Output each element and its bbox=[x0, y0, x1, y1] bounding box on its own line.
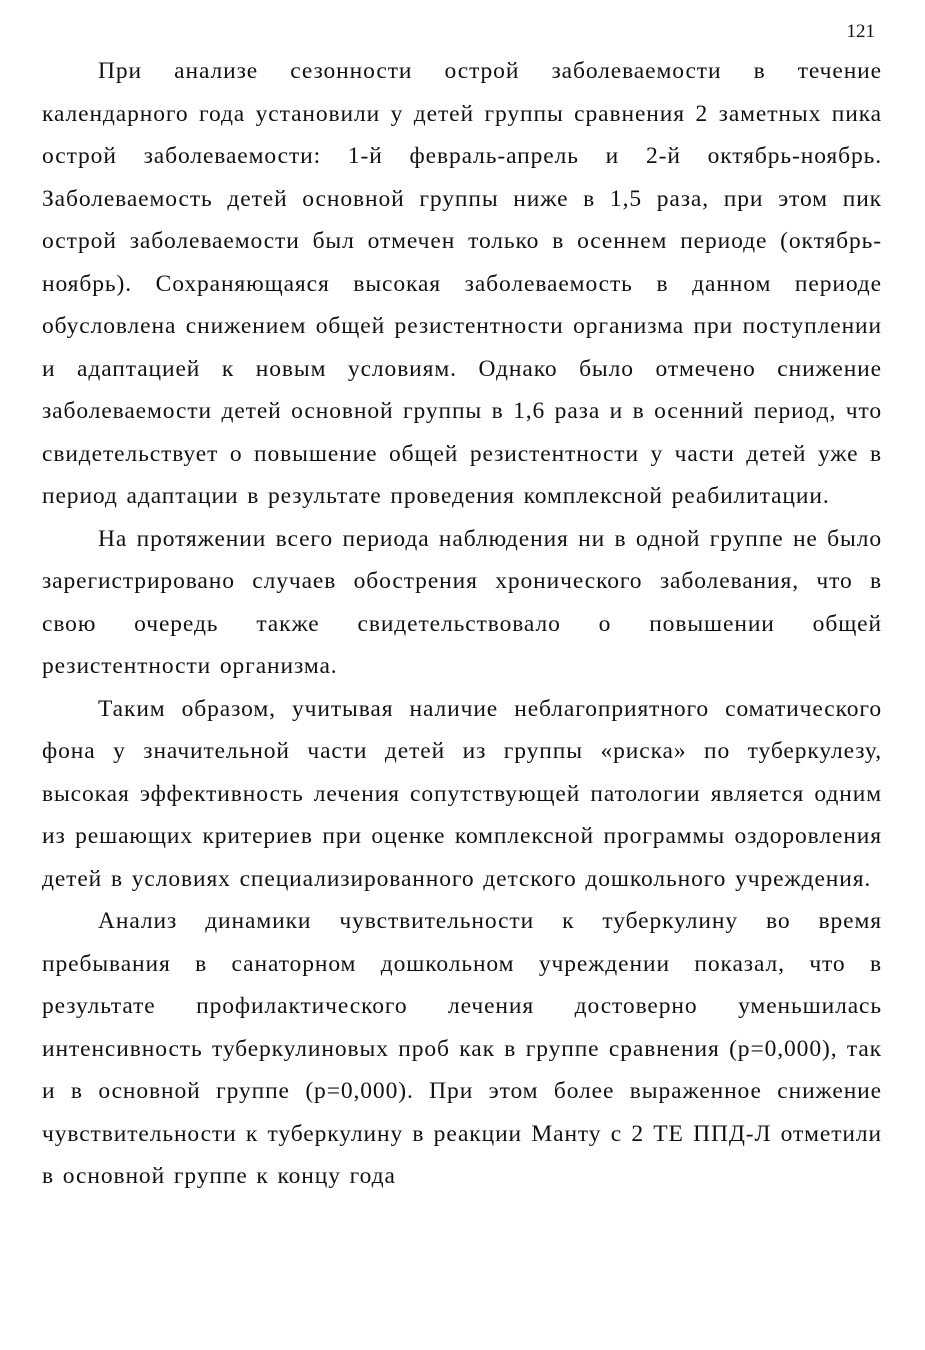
body-text bbox=[42, 50, 882, 1198]
paragraph-seasonal-morbidity: При анализе сезонности острой заболеваемости в течение календарного года установили у детей группы сравнения 2 заметных пика острой заболеваемости: 1-й февраль-апрель и 2-й октябрь-ноябрь. Заболеваемость детей основной группы ниже в 1,5 раза, при этом пик острой заболеваемости был отмечен только в осеннем периоде (октябрь-ноябрь). Сохраняющаяся высокая заболеваемость в данном периоде обусловлена снижением общей резистентности организма при поступлении и адаптацией к новым условиям. Однако было отмечено снижение заболеваемости детей основной группы в 1,6 раза и в осенний период, что свидетельствует о повышение общей резистентности у части детей уже в период адаптации в результате проведения комплексной реабилитации. bbox=[42, 58, 882, 509]
paragraph-chronic-exacerbation: На протяжении всего периода наблюдения ни в одной группе не было зарегистрировано случаев обострения хронического заболевания, что в свою очередь также свидетельствовало о повышении общей резистентности организма. bbox=[42, 525, 882, 679]
paragraph-conclusion: Таким образом, учитывая наличие неблагоприятного соматического фона у значительной части детей из группы «риска» по туберкулезу, высокая эффективность лечения сопутствующей патологии является одним из решающих критериев при оценке комплексной программы оздоровления детей в условиях специализированного детского дошкольного учреждения. bbox=[42, 695, 882, 892]
paragraph-tuberculin-sensitivity: Анализ динамики чувствительности к туберкулину во время пребывания в санаторном дошкольном учреждении показал, что в результате профилактического лечения достоверно уменьшилась интенсивность туберкулиновых проб как в группе сравнения (р=0,000), так и в основной группе (р=0,000). При этом более выраженное снижение чувствительности к туберкулину в реакции Манту с 2 ТЕ ППД-Л отметили в основной группе к концу года bbox=[42, 908, 882, 1189]
page-number: 121 bbox=[846, 21, 875, 42]
